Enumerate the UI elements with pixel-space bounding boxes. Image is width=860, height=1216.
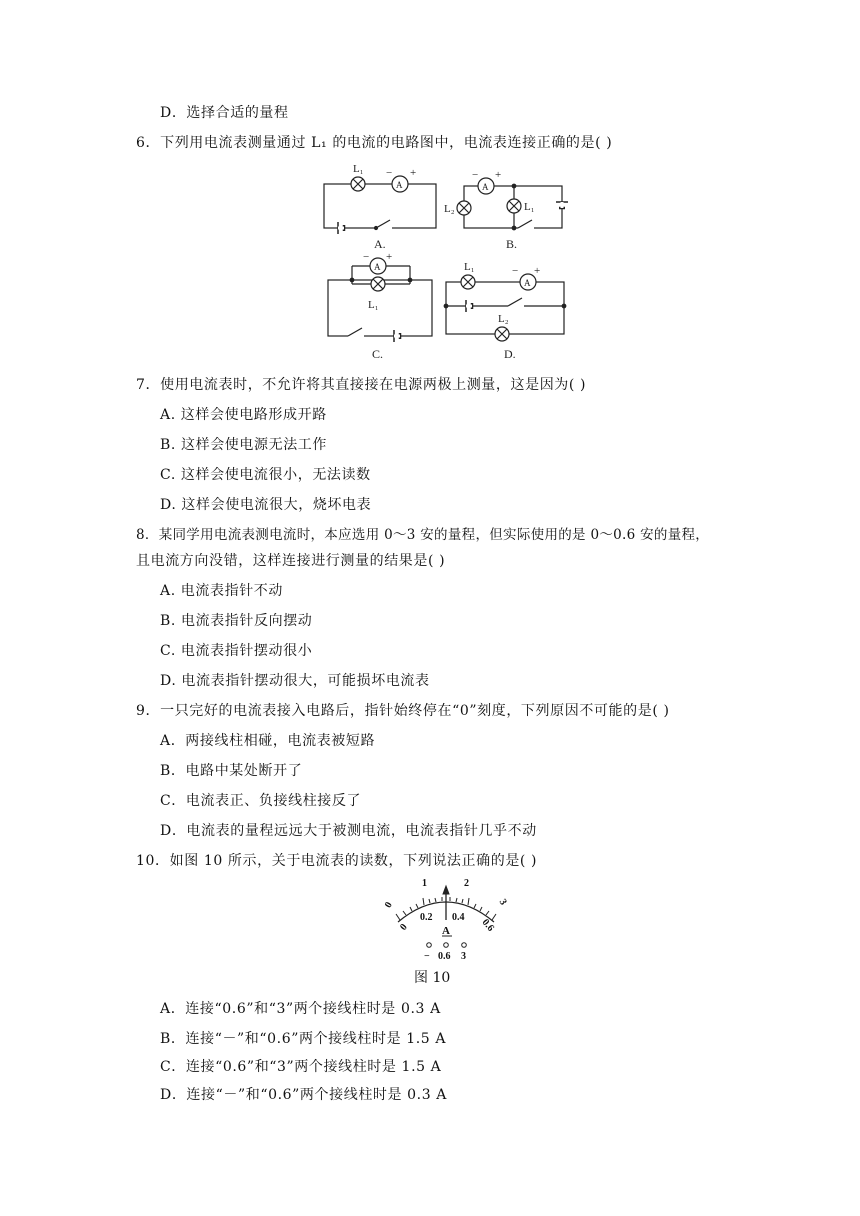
- q9-option-c: C．电流表正、负接线柱接反了: [160, 793, 362, 809]
- plus-a: +: [410, 167, 417, 179]
- outer-tick-3: 3: [496, 897, 509, 908]
- q7-option-a: A. 这样会使电路形成开路: [160, 407, 327, 423]
- q8-option-b: B. 电流表指针反向摆动: [160, 613, 313, 629]
- minus-b: −: [472, 169, 479, 181]
- q9-stem: 9．一只完好的电流表接入电路后，指针始终停在“0”刻度，下列原因不可能的是( ): [136, 703, 670, 719]
- q8-option-d: D. 电流表指针摆动很大，可能损坏电流表: [160, 673, 430, 689]
- minus-c: −: [363, 251, 370, 263]
- ammeter-a: A: [396, 180, 403, 190]
- label-b-l2: L₂: [444, 203, 455, 215]
- terminal-0-6: 0.6: [438, 951, 451, 962]
- q6-circuit-diagrams: [318, 158, 578, 368]
- q9-option-b: B．电路中某处断开了: [160, 763, 303, 779]
- minus-d: −: [512, 265, 519, 277]
- terminal-minus: −: [424, 951, 430, 962]
- q10-option-c: C．连接“0.6”和“3”两个接线柱时是 1.5 A: [160, 1059, 442, 1075]
- plus-d: +: [534, 265, 541, 277]
- q10-stem: 10．如图 10 所示，关于电流表的读数，下列说法正确的是( ): [136, 853, 538, 869]
- q10-option-d: D．连接“－”和“0.6”两个接线柱时是 0.3 A: [160, 1087, 447, 1103]
- ammeter-b: A: [482, 182, 489, 192]
- outer-tick-0: 0: [382, 900, 395, 910]
- plus-c: +: [386, 251, 393, 263]
- inner-tick-0-4: 0.4: [452, 912, 465, 923]
- inner-tick-0-6: 0.6: [479, 917, 497, 934]
- outer-tick-1: 1: [422, 878, 427, 889]
- q8-stem-line1: 8．某同学用电流表测电流时，本应选用 0～3 安的量程，但实际使用的是 0～0.6 安的量程，: [136, 527, 710, 543]
- label-c: C.: [372, 347, 384, 361]
- plus-b: +: [495, 169, 502, 181]
- label-d-l2: L₂: [498, 313, 509, 325]
- q10-option-b: B．连接“－”和“0.6”两个接线柱时是 1.5 A: [160, 1031, 447, 1047]
- q7-option-d: D. 这样会使电流很大，烧坏电表: [160, 497, 372, 513]
- q8-option-c: C. 电流表指针摆动很小: [160, 643, 313, 659]
- q9-option-a: A．两接线柱相碰，电流表被短路: [160, 733, 376, 749]
- q7-option-b: B. 这样会使电源无法工作: [160, 437, 327, 453]
- inner-tick-0: 0: [398, 921, 410, 933]
- label-c-l1: L₁: [368, 299, 379, 311]
- ammeter-d: A: [524, 278, 531, 288]
- q8-option-a: A. 电流表指针不动: [160, 583, 284, 599]
- q8-stem-line2: 且电流方向没错，这样连接进行测量的结果是( ): [136, 553, 446, 569]
- q10-option-a: A．连接“0.6”和“3”两个接线柱时是 0.3 A: [160, 1001, 441, 1017]
- circuit-b: [457, 178, 568, 230]
- label-d-l1: L₁: [464, 261, 475, 273]
- label-a-l1: L₁: [353, 163, 364, 175]
- circuit-d: [444, 274, 566, 341]
- inner-tick-0-2: 0.2: [420, 912, 433, 923]
- label-b: B.: [506, 237, 518, 251]
- terminal-3: 3: [461, 951, 466, 962]
- outer-tick-2: 2: [464, 878, 469, 889]
- meter-unit: A: [442, 925, 450, 937]
- ammeter-dial: [376, 872, 516, 964]
- circuit-a: [324, 176, 436, 234]
- label-d: D.: [504, 347, 516, 361]
- q6-stem: 6．下列用电流表测量通过 L₁ 的电流的电路图中，电流表连接正确的是( ): [136, 135, 613, 151]
- minus-a: −: [386, 167, 393, 179]
- q7-stem: 7．使用电流表时，不允许将其直接接在电源两极上测量，这是因为( ): [136, 377, 587, 393]
- figure-caption: 图 10: [414, 970, 451, 986]
- q5-option-d: D．选择合适的量程: [160, 105, 289, 121]
- label-a: A.: [374, 237, 386, 251]
- q7-option-c: C. 这样会使电流很小，无法读数: [160, 467, 371, 483]
- label-b-l1: L₁: [524, 201, 535, 213]
- q9-option-d: D．电流表的量程远远大于被测电流，电流表指针几乎不动: [160, 823, 537, 839]
- ammeter-c: A: [374, 262, 381, 272]
